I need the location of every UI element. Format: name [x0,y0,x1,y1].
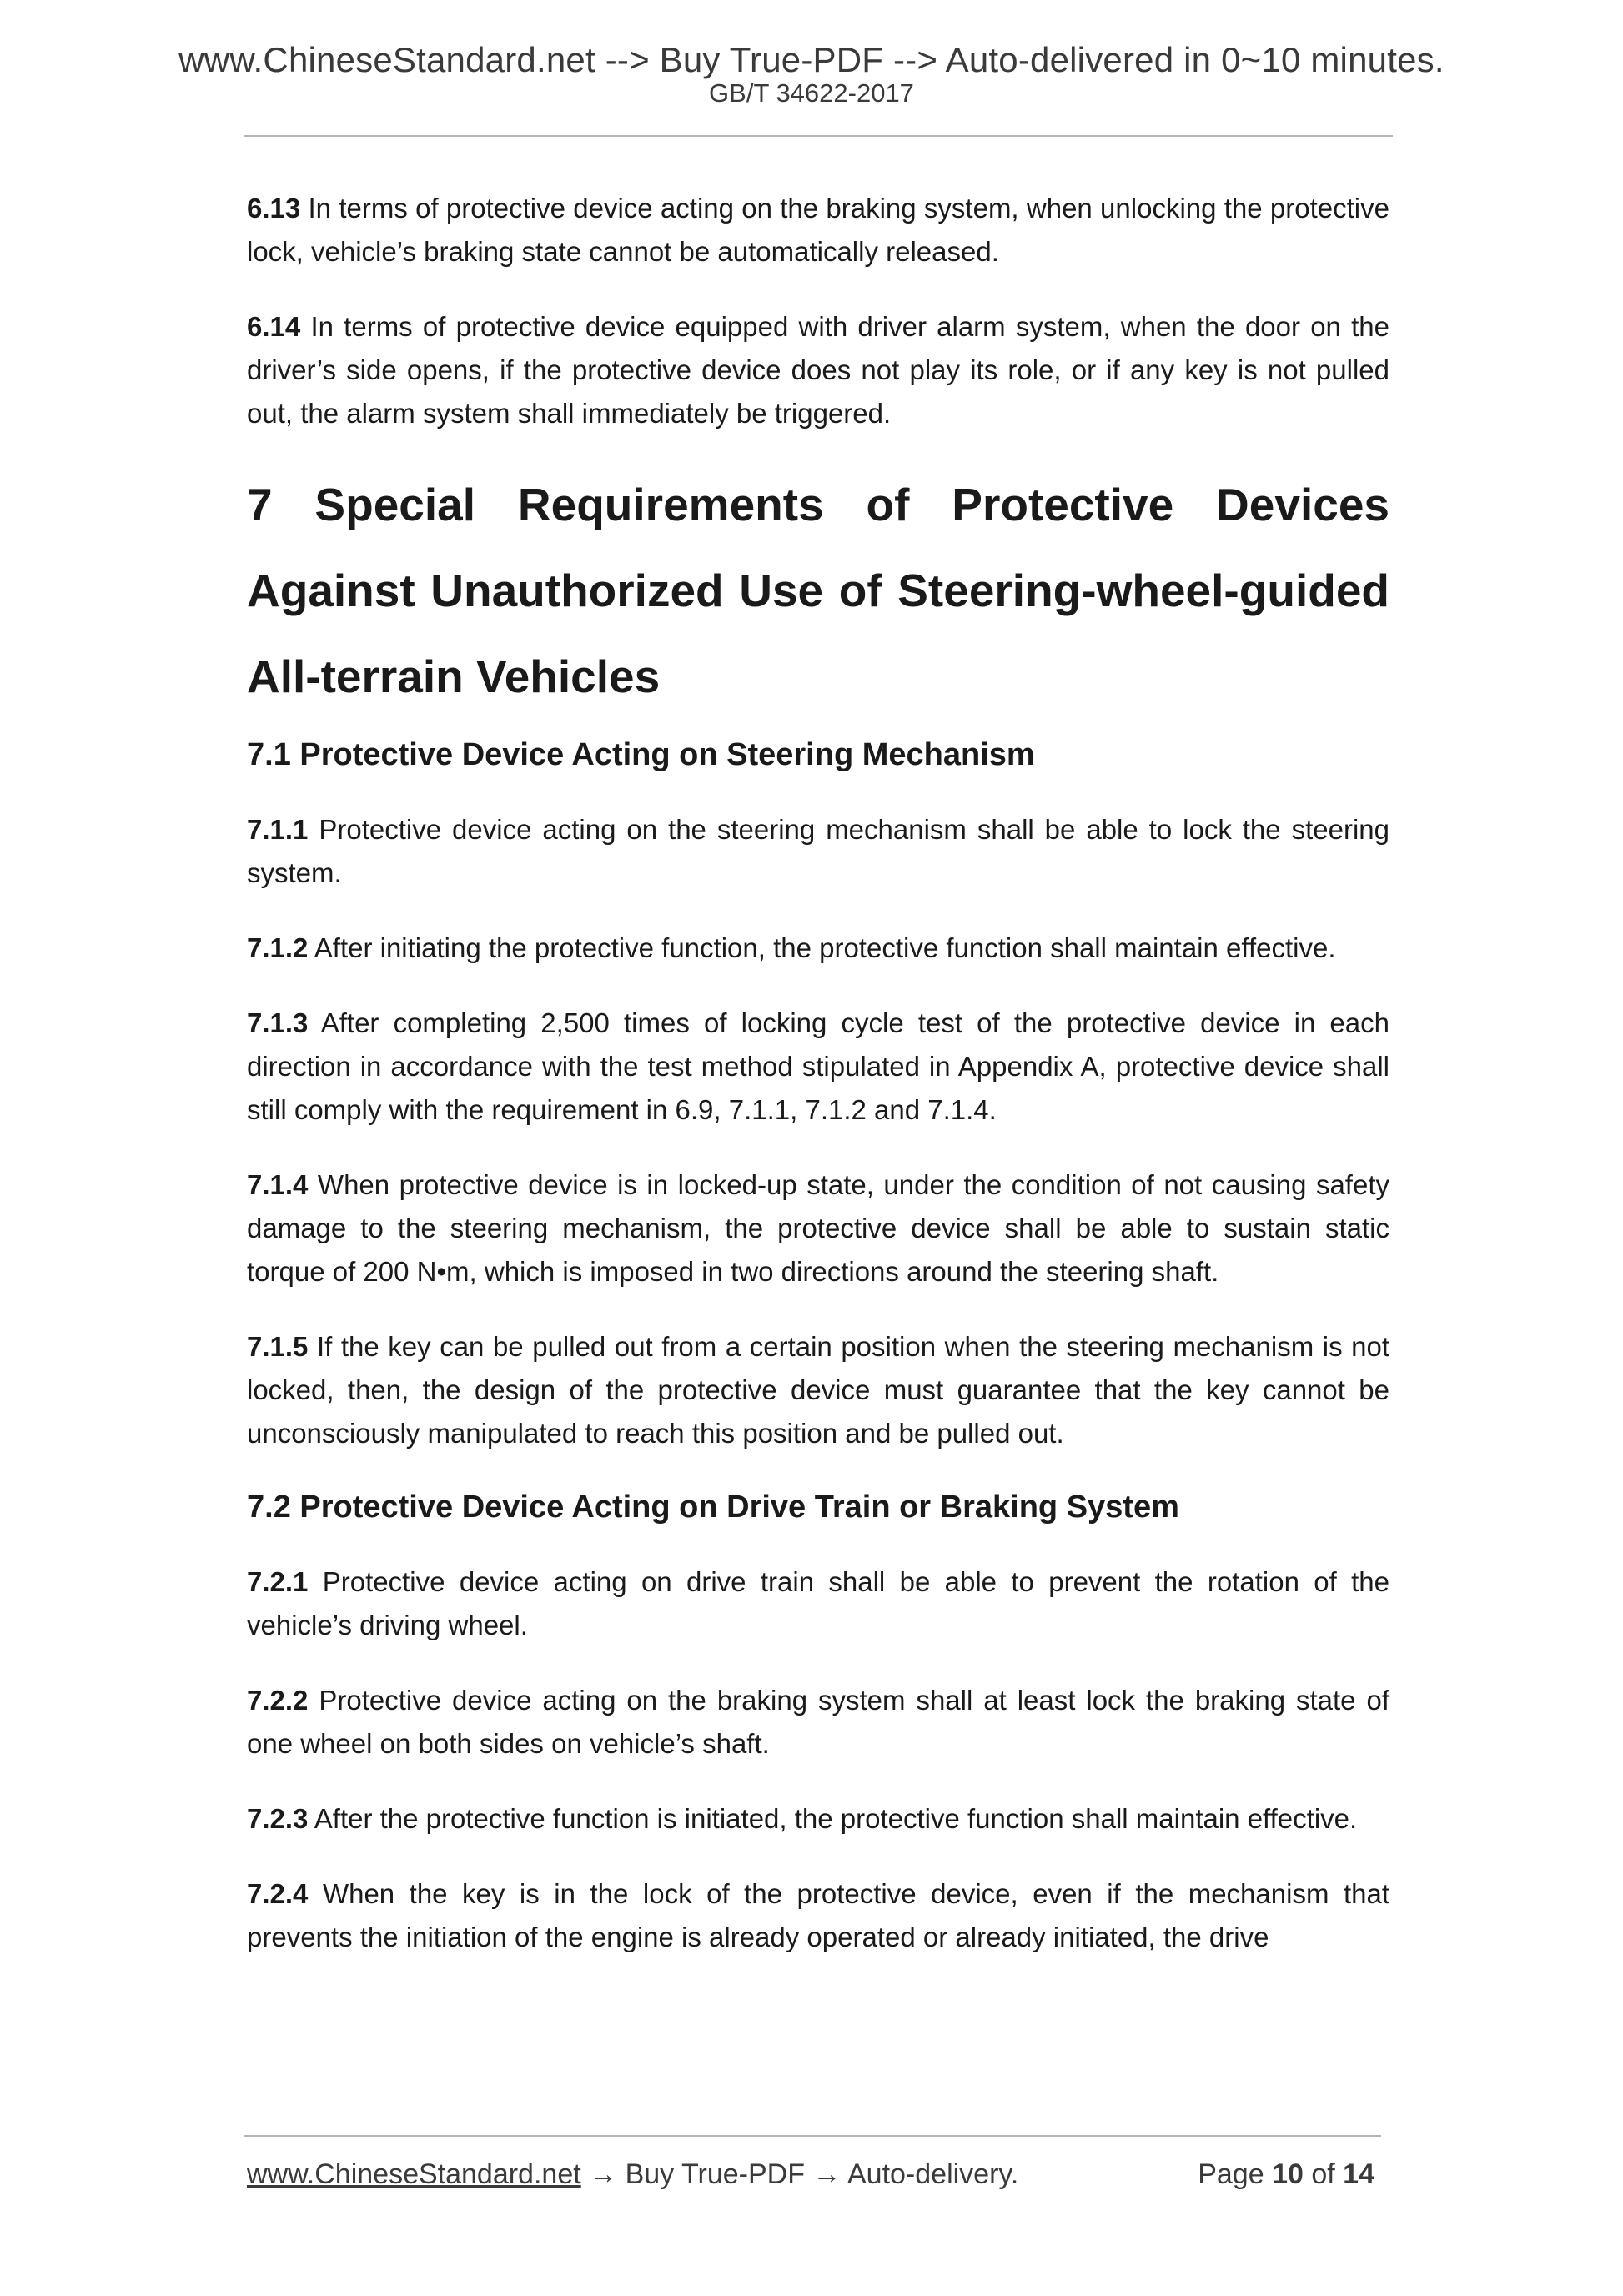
of-label: of [1311,2158,1335,2190]
clause-text: Protective device acting on drive train shall be able to prevent the rotation of the vehicle’s driving wheel. [247,1566,1389,1640]
clause-text: In terms of protective device equipped with driver alarm system, when the door on the driver’s side opens, if the protective device does not play its role, or if any key is not pulled out, the alarm system shall immediately be triggered. [247,311,1389,429]
clause-text: When the key is in the lock of the protective device, even if the mechanism that prevents the initiation of the engine is already operated or already initiated, the drive [247,1878,1389,1952]
clause-text: If the key can be pulled out from a certain position when the steering mechanism is not locked, then, the design of the protective device must guarantee that the key cannot be unconsciously manipulated to reach this position and be pulled out. [247,1331,1389,1449]
clause-number: 7.2.4 [247,1878,309,1909]
clause-text: After the protective function is initiated, the protective function shall maintain effective. [314,1803,1358,1834]
footer-divider [244,2135,1381,2137]
page-footer [247,2156,1381,2193]
clause-text: Protective device acting on the braking system shall at least lock the braking state of one wheel on both sides on vehicle’s shaft. [247,1685,1389,1759]
section-7-1-heading: 7.1 Protective Device Acting on Steering Mechanism [247,737,1035,772]
footer-tagline: → Buy True-PDF → Auto-delivery. [580,2158,1019,2190]
clause-7-1-1 [247,808,1389,895]
clause-7-2-2 [247,1679,1389,1766]
clause-number: 6.14 [247,311,301,342]
clause-text: After completing 2,500 times of locking cycle test of the protective device in each direction in accordance with the test method stipulated in Appendix A, protective device shall still comply with the requirement in 6.9, 7.1.1, 7.1.2 and 7.1.4. [247,1007,1389,1125]
clause-number: 7.1.2 [247,932,309,963]
section-7-2-heading: 7.2 Protective Device Acting on Drive Train or Braking System [247,1490,1179,1525]
footer-site-link[interactable]: www.ChineseStandard.net [247,2158,581,2190]
document-code: GB/T 34622-2017 [709,78,914,108]
page-content [247,187,1389,1959]
clause-number: 7.1.5 [247,1331,309,1362]
clause-text: When protective device is in locked-up state, under the condition of not causing safety damage to the steering mechanism, the protective device shall be able to sustain static torque of 200 N•m, which is imposed in two directions around the steering shaft. [247,1169,1389,1287]
clause-text: Protective device acting on the steering mechanism shall be able to lock the steering system. [247,814,1389,888]
clause-7-1-4 [247,1163,1389,1294]
section-7-heading: 7 Special Requirements of Protective Devices Against Unauthorized Use of Steering-wheel-guided All-terrain Vehicles [247,479,1389,702]
page-total: 14 [1343,2158,1374,2190]
clause-number: 7.1.3 [247,1007,309,1038]
clause-number: 6.13 [247,193,301,224]
clause-number: 7.1.4 [247,1169,309,1200]
clause-6-14 [247,305,1389,435]
clause-text: After initiating the protective function, the protective function shall maintain effective. [314,932,1336,963]
clause-7-1-2 [247,927,1389,970]
clause-7-2-1 [247,1560,1389,1647]
clause-text: In terms of protective device acting on the braking system, when unlocking the protective lock, vehicle’s braking state cannot be automatically released. [247,193,1389,267]
clause-number: 7.2.3 [247,1803,309,1834]
clause-number: 7.2.1 [247,1566,309,1597]
page-label: Page [1198,2158,1264,2190]
page-number: 10 [1272,2158,1304,2190]
clause-7-1-3 [247,1002,1389,1132]
clause-number: 7.1.1 [247,814,309,845]
page-indicator [1198,2156,1374,2193]
clause-7-1-5 [247,1325,1389,1455]
clause-7-2-3 [247,1797,1389,1841]
clause-number: 7.2.2 [247,1685,309,1716]
clause-7-2-4 [247,1872,1389,1959]
clause-6-13 [247,187,1389,274]
header-divider [244,135,1393,137]
site-banner: www.ChineseStandard.net --> Buy True-PDF --> Auto-delivered in 0~10 minutes. [178,40,1445,79]
